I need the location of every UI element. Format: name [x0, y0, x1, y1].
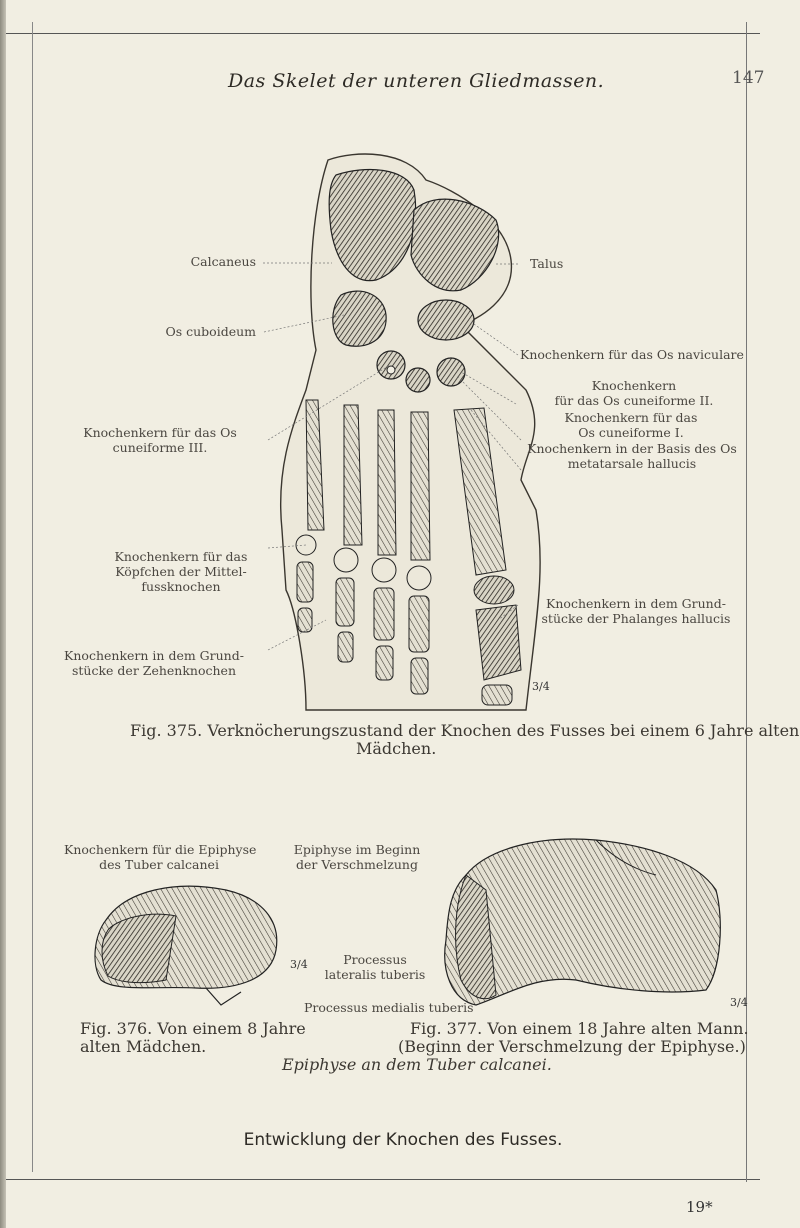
fig-377-processus-lateralis-label: Processus lateralis tuberis — [324, 952, 426, 982]
page-number: 147 — [732, 68, 765, 88]
label-grundstuecke-zehenknochen: Knochenkern in dem Grund- stücke der Zehenknochen — [64, 648, 244, 678]
label-talus: Talus — [530, 256, 564, 271]
fig-377-caption-line1: Fig. 377. Von einem 18 Jahre alten Mann. — [410, 1019, 749, 1038]
label-cuneiforme-3: Knochenkern für das Os cuneiforme III. — [83, 425, 237, 455]
fig-377-processus-medialis-label: Processus medialis tuberis — [304, 1000, 474, 1015]
fig-377-scale: 3/4 — [730, 996, 748, 1009]
label-cuneiforme-1: Knochenkern für das Os cuneiforme I. — [564, 410, 698, 440]
label-os-cuboideum: Os cuboideum — [165, 324, 256, 339]
shared-caption: Epiphyse an dem Tuber calcanei. — [282, 1055, 552, 1074]
fig-377-caption-line2: (Beginn der Verschmelzung der Epiphyse.) — [398, 1037, 746, 1056]
label-cuneiforme-2: Knochenkern für das Os cuneiforme II. — [554, 378, 714, 408]
running-title: Das Skelet der unteren Gliedmassen. — [228, 70, 605, 92]
figure-376-calcaneus-illustration — [86, 880, 286, 1010]
frame-bottom-line — [6, 1179, 760, 1180]
fig-376-label: Knochenkern für die Epiphyse des Tuber calcanei — [64, 842, 257, 872]
label-grundstuecke-phalanges-hallucis: Knochenkern in dem Grund- stücke der Phalanges hallucis — [541, 596, 731, 626]
fig-376-scale: 3/4 — [290, 958, 308, 971]
signature-mark: 19* — [686, 1198, 713, 1216]
book-page — [6, 0, 800, 1228]
fig-376-caption-line1: Fig. 376. Von einem 8 Jahre — [80, 1019, 306, 1038]
bottom-title: Entwicklung der Knochen des Fusses. — [243, 1130, 563, 1150]
frame-top-line — [6, 33, 760, 34]
label-metatarsale-hallucis: Knochenkern in der Basis des Os metatarsale hallucis — [527, 441, 737, 471]
figure-377-calcaneus-illustration — [426, 830, 726, 1010]
fig-375-caption-line2: Mädchen. — [356, 739, 437, 758]
fig-375-caption-line1: Fig. 375. Verknöcherungszustand der Knochen des Fusses bei einem 6 Jahre alten — [130, 721, 800, 740]
label-koepfchen-mittelfussknochen: Knochenkern für das Köpfchen der Mittel- fussknochen — [114, 549, 248, 594]
label-naviculare: Knochenkern für das Os naviculare — [520, 347, 744, 362]
fig-375-scale: 3/4 — [532, 680, 550, 693]
fig-377-epiphyse-label: Epiphyse im Beginn der Verschmelzung — [293, 842, 421, 872]
fig-376-caption-line2: alten Mädchen. — [80, 1037, 207, 1056]
label-calcaneus: Calcaneus — [190, 254, 256, 269]
